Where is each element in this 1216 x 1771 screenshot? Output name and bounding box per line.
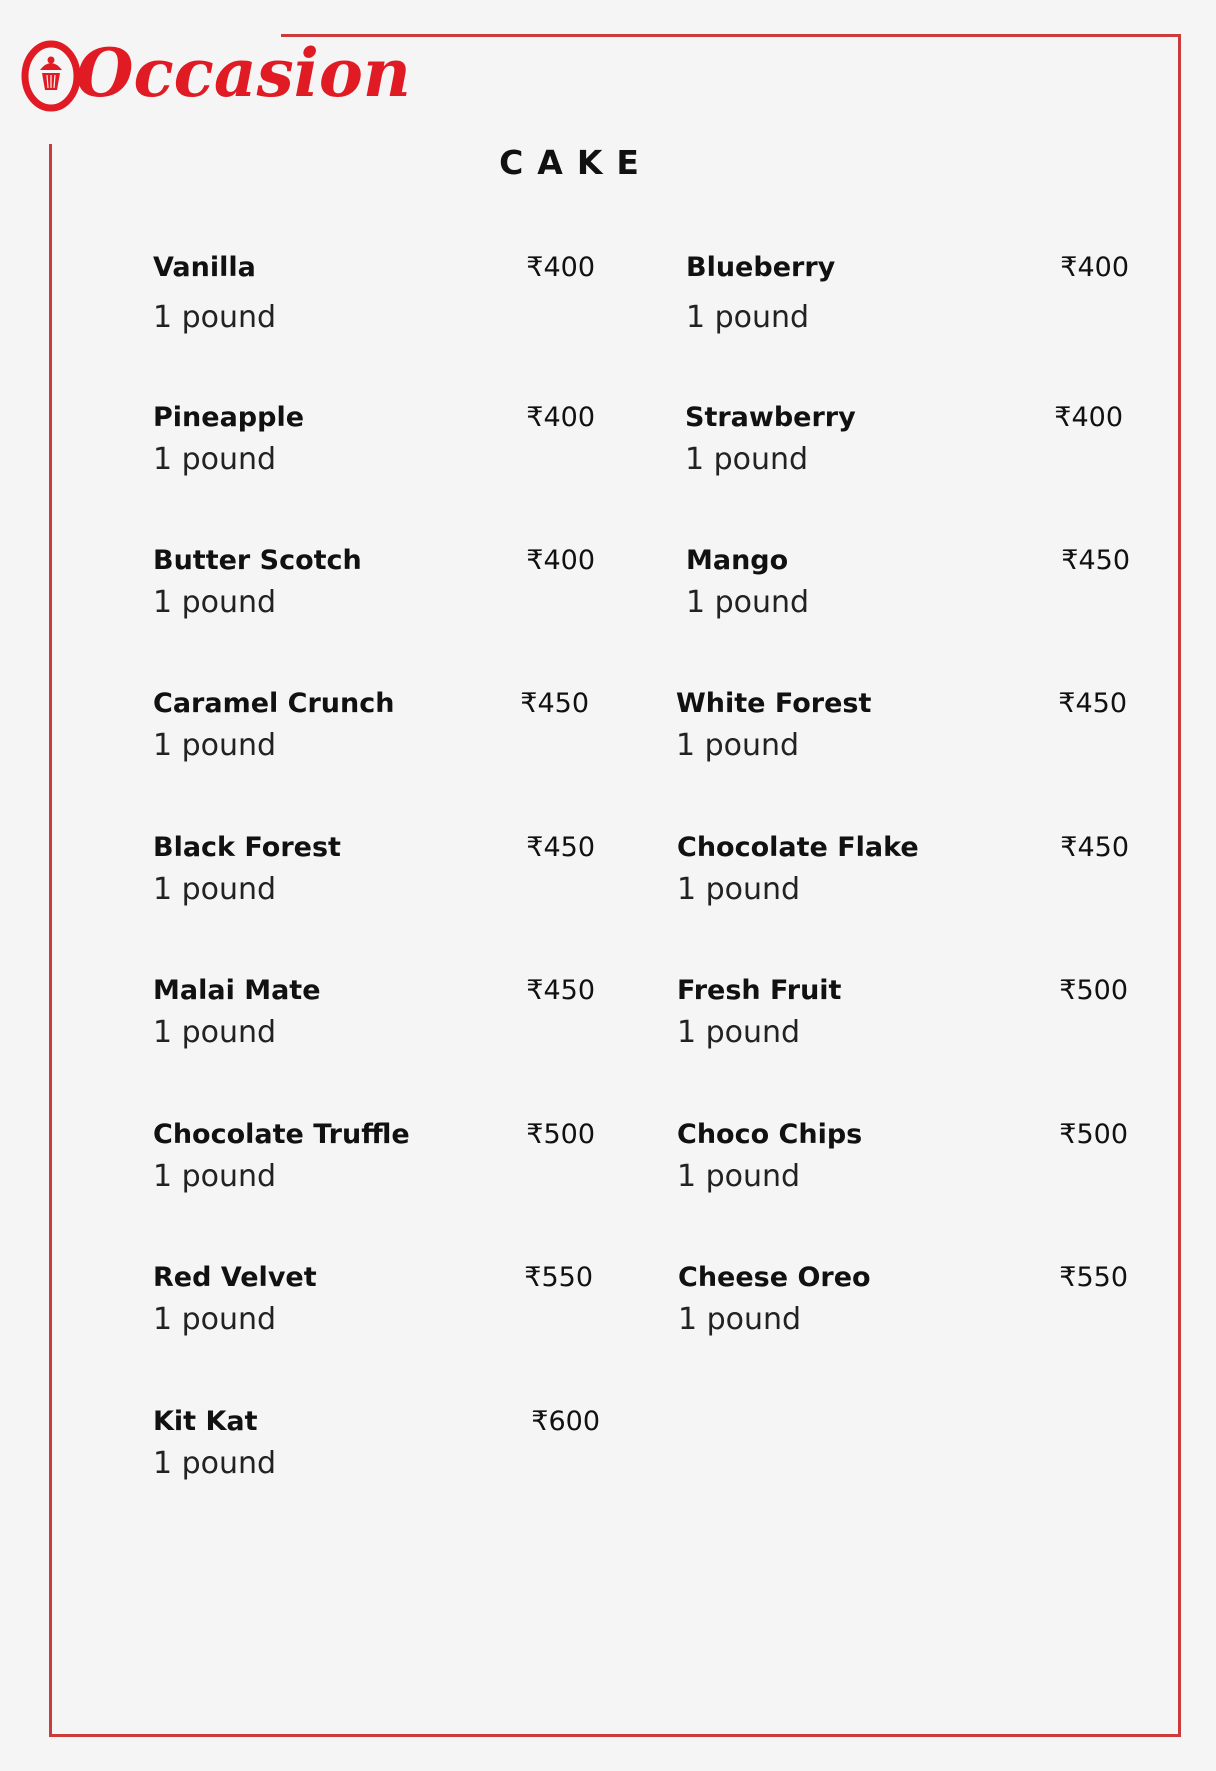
item-price: ₹550 — [1059, 1262, 1128, 1293]
item-name: Black Forest — [153, 832, 341, 863]
item-name: Pineapple — [153, 402, 305, 433]
item-price: ₹400 — [526, 252, 595, 283]
item-price: ₹450 — [520, 688, 589, 719]
item-price: ₹450 — [526, 975, 595, 1006]
frame-right-border — [1178, 34, 1181, 1737]
item-name: Kit Kat — [153, 1406, 258, 1437]
menu-item — [153, 973, 595, 1063]
item-price: ₹400 — [526, 545, 595, 576]
menu-item — [153, 543, 595, 633]
item-size: 1 pound — [677, 1159, 801, 1194]
item-size: 1 pound — [677, 872, 801, 907]
item-name: Blueberry — [686, 252, 836, 283]
item-size: 1 pound — [153, 1302, 277, 1337]
menu-item — [677, 1117, 1128, 1207]
cupcake-icon — [25, 44, 77, 108]
item-price: ₹450 — [1058, 688, 1127, 719]
item-size: 1 pound — [153, 300, 277, 335]
item-size: 1 pound — [685, 442, 809, 477]
item-name: Chocolate Truffle — [153, 1119, 410, 1150]
item-name: Strawberry — [685, 402, 856, 433]
item-name: Caramel Crunch — [153, 688, 395, 719]
item-size: 1 pound — [676, 728, 800, 763]
item-size: 1 pound — [153, 1015, 277, 1050]
item-price: ₹500 — [1059, 1119, 1128, 1150]
item-name: Red Velvet — [153, 1262, 317, 1293]
menu-item — [153, 250, 595, 340]
item-size: 1 pound — [153, 1446, 277, 1481]
menu-item — [153, 830, 595, 920]
item-size: 1 pound — [686, 300, 810, 335]
menu-item — [677, 830, 1129, 920]
item-name: Chocolate Flake — [677, 832, 919, 863]
menu-item — [685, 400, 1123, 490]
item-price: ₹400 — [1060, 252, 1129, 283]
item-size: 1 pound — [153, 1159, 277, 1194]
item-size: 1 pound — [153, 728, 277, 763]
item-price: ₹400 — [1054, 402, 1123, 433]
item-price: ₹500 — [526, 1119, 595, 1150]
item-price: ₹400 — [526, 402, 595, 433]
logo-wordmark: Occasion — [76, 34, 411, 112]
item-price: ₹450 — [1061, 545, 1130, 576]
item-size: 1 pound — [153, 872, 277, 907]
item-name: Vanilla — [153, 252, 256, 283]
item-name: Fresh Fruit — [677, 975, 842, 1006]
item-size: 1 pound — [686, 585, 810, 620]
brand-logo — [18, 30, 411, 120]
item-price: ₹600 — [531, 1406, 600, 1437]
menu-item — [678, 1260, 1128, 1350]
item-price: ₹500 — [1059, 975, 1128, 1006]
item-size: 1 pound — [678, 1302, 802, 1337]
item-size: 1 pound — [677, 1015, 801, 1050]
item-name: Butter Scotch — [153, 545, 362, 576]
menu-item — [153, 1260, 593, 1350]
menu-item — [153, 400, 595, 490]
item-price: ₹450 — [1060, 832, 1129, 863]
item-name: Cheese Oreo — [678, 1262, 871, 1293]
item-name: Mango — [686, 545, 789, 576]
menu-item — [153, 686, 589, 776]
frame-bottom-border — [49, 1734, 1181, 1737]
menu-item — [686, 250, 1129, 340]
menu-item — [677, 973, 1128, 1063]
page-title: CAKE — [499, 143, 653, 182]
frame-left-border — [49, 144, 52, 1737]
menu-item — [686, 543, 1130, 633]
brand-logo-graphic — [18, 30, 411, 120]
item-price: ₹450 — [526, 832, 595, 863]
item-name: White Forest — [676, 688, 872, 719]
item-size: 1 pound — [153, 442, 277, 477]
item-size: 1 pound — [153, 585, 277, 620]
menu-item — [153, 1404, 600, 1494]
item-name: Malai Mate — [153, 975, 321, 1006]
item-price: ₹550 — [524, 1262, 593, 1293]
item-name: Choco Chips — [677, 1119, 863, 1150]
menu-item — [676, 686, 1127, 776]
menu-item — [153, 1117, 595, 1207]
frame-top-border — [281, 34, 1181, 37]
